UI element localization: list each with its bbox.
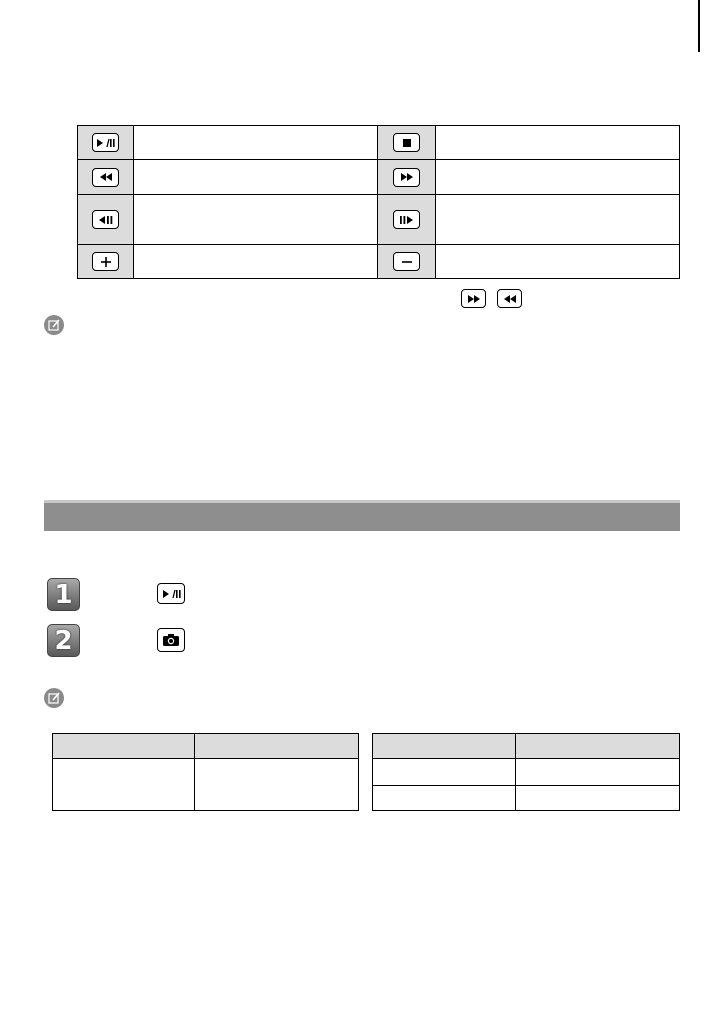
table-header-row <box>53 734 358 759</box>
table-header-row <box>373 734 679 759</box>
stop-icon <box>393 133 420 152</box>
control-description <box>134 126 378 159</box>
plus-icon <box>92 252 119 271</box>
play-pause-icon <box>92 133 119 152</box>
playback-controls-table <box>77 125 680 279</box>
note-pencil-icon <box>44 315 64 335</box>
rewind-icon <box>497 289 522 308</box>
icon-cell <box>378 245 436 278</box>
control-description <box>134 160 378 194</box>
icon-cell <box>78 126 134 159</box>
left-spec-table <box>52 733 359 811</box>
icon-cell <box>378 160 436 194</box>
step-1-badge: 1 <box>47 578 80 611</box>
control-description <box>436 245 679 278</box>
control-description <box>436 126 679 159</box>
control-description <box>436 195 679 244</box>
column-divider <box>194 734 195 810</box>
note-pencil-icon <box>44 688 64 708</box>
play-pause-icon <box>157 583 185 604</box>
control-description <box>134 195 378 244</box>
icon-cell <box>78 195 134 244</box>
step-2-badge: 2 <box>47 624 80 657</box>
table-row <box>78 245 679 278</box>
row-divider <box>373 785 679 786</box>
fast-forward-icon <box>461 289 486 308</box>
icon-cell <box>78 160 134 194</box>
right-spec-table <box>372 733 680 811</box>
camera-icon <box>157 628 185 652</box>
icon-cell <box>78 245 134 278</box>
rewind-icon <box>92 168 119 187</box>
section-heading-bar <box>44 503 680 531</box>
minus-icon <box>393 252 420 271</box>
table-row <box>78 195 679 245</box>
icon-cell <box>378 126 436 159</box>
icon-cell <box>378 195 436 244</box>
control-description <box>134 245 378 278</box>
frame-forward-icon <box>393 210 420 229</box>
table-row <box>78 160 679 195</box>
page-edge-line <box>698 0 700 52</box>
control-description <box>436 160 679 194</box>
frame-back-icon <box>92 210 119 229</box>
fast-forward-icon <box>393 168 420 187</box>
column-divider <box>515 734 516 810</box>
table-row <box>78 126 679 160</box>
